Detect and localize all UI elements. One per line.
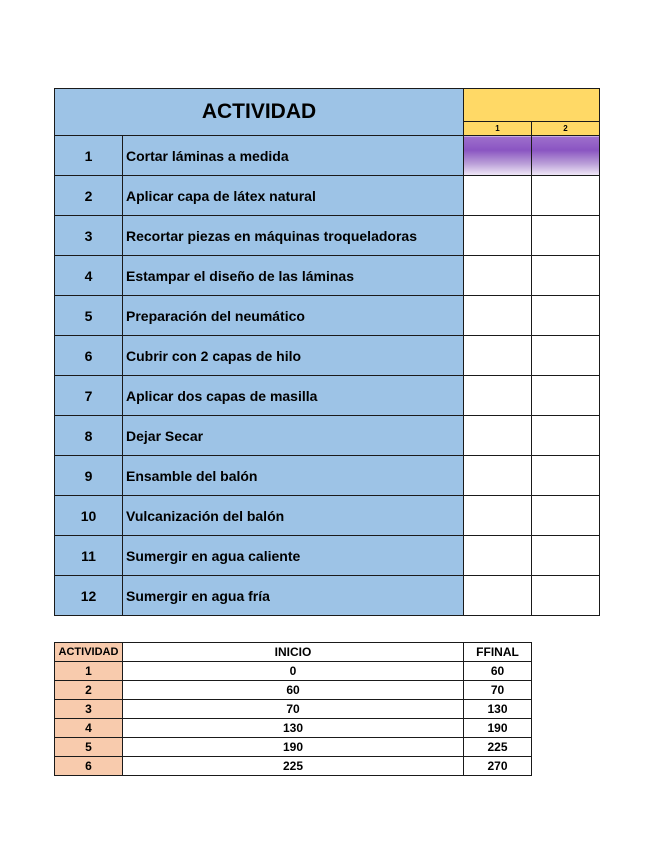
gantt-empty-cell[interactable] (532, 416, 600, 456)
period-2-label: 2 (532, 121, 600, 135)
activity-row (55, 496, 600, 536)
activity-row (55, 576, 600, 616)
times-activity-id: 3 (55, 700, 123, 719)
activity-description: Vulcanización del balón (123, 496, 464, 536)
activity-description: Preparación del neumático (123, 296, 464, 336)
times-activity-header: ACTIVIDAD (55, 643, 123, 662)
gantt-empty-cell[interactable] (464, 176, 532, 216)
activity-number: 1 (55, 136, 123, 176)
times-end-value: 130 (464, 700, 532, 719)
gantt-empty-cell[interactable] (532, 496, 600, 536)
activity-row (55, 416, 600, 456)
times-start-value: 190 (123, 738, 464, 757)
times-end-value: 190 (464, 719, 532, 738)
activity-description: Ensamble del balón (123, 456, 464, 496)
gantt-empty-cell[interactable] (464, 456, 532, 496)
gantt-empty-cell[interactable] (464, 496, 532, 536)
activity-description: Aplicar dos capas de masilla (123, 376, 464, 416)
gantt-empty-cell[interactable] (532, 216, 600, 256)
times-activity-id: 2 (55, 681, 123, 700)
times-activity-id: 1 (55, 662, 123, 681)
gantt-empty-cell[interactable] (464, 576, 532, 616)
activity-number: 3 (55, 216, 123, 256)
times-start-value: 225 (123, 757, 464, 776)
activity-number: 8 (55, 416, 123, 456)
activity-row (55, 176, 600, 216)
gantt-empty-cell[interactable] (464, 336, 532, 376)
activity-number: 7 (55, 376, 123, 416)
activity-number: 12 (55, 576, 123, 616)
times-end-header: FFINAL (464, 643, 532, 662)
times-end-value: 225 (464, 738, 532, 757)
times-row (55, 738, 532, 757)
gantt-empty-cell[interactable] (464, 416, 532, 456)
gantt-empty-cell[interactable] (532, 376, 600, 416)
activity-row (55, 536, 600, 576)
gantt-empty-cell[interactable] (464, 376, 532, 416)
gantt-empty-cell[interactable] (532, 576, 600, 616)
times-end-value: 270 (464, 757, 532, 776)
gantt-empty-cell[interactable] (464, 216, 532, 256)
times-row (55, 700, 532, 719)
times-row (55, 681, 532, 700)
times-end-value: 70 (464, 681, 532, 700)
times-start-value: 0 (123, 662, 464, 681)
gantt-empty-cell[interactable] (532, 536, 600, 576)
activity-number: 5 (55, 296, 123, 336)
activity-row (55, 216, 600, 256)
activity-row (55, 256, 600, 296)
activity-number: 9 (55, 456, 123, 496)
gantt-empty-cell[interactable] (464, 296, 532, 336)
activity-number: 4 (55, 256, 123, 296)
gantt-empty-cell[interactable] (532, 256, 600, 296)
times-table (54, 642, 532, 776)
gantt-empty-cell[interactable] (532, 296, 600, 336)
gantt-empty-cell[interactable] (532, 456, 600, 496)
times-activity-id: 5 (55, 738, 123, 757)
activity-number: 10 (55, 496, 123, 536)
period-header-band (464, 89, 600, 122)
activity-row (55, 296, 600, 336)
activity-header: ACTIVIDAD (55, 89, 464, 136)
activity-description: Recortar piezas en máquinas troqueladoras (123, 216, 464, 256)
gantt-bar-cell[interactable] (464, 136, 532, 176)
times-start-value: 70 (123, 700, 464, 719)
activity-row (55, 136, 600, 176)
times-start-header: INICIO (123, 643, 464, 662)
gantt-empty-cell[interactable] (464, 536, 532, 576)
activity-number: 11 (55, 536, 123, 576)
times-end-value: 60 (464, 662, 532, 681)
times-start-value: 130 (123, 719, 464, 738)
times-header-row (55, 643, 532, 662)
times-row (55, 719, 532, 738)
activity-row (55, 336, 600, 376)
gantt-schedule-table (54, 88, 600, 616)
times-start-value: 60 (123, 681, 464, 700)
activity-number: 2 (55, 176, 123, 216)
times-activity-id: 6 (55, 757, 123, 776)
times-activity-id: 4 (55, 719, 123, 738)
activity-row (55, 376, 600, 416)
activity-row (55, 456, 600, 496)
period-1-label: 1 (464, 121, 532, 135)
activity-description: Cubrir con 2 capas de hilo (123, 336, 464, 376)
gantt-empty-cell[interactable] (464, 256, 532, 296)
activity-description: Cortar láminas a medida (123, 136, 464, 176)
times-row (55, 662, 532, 681)
activity-description: Aplicar capa de látex natural (123, 176, 464, 216)
activity-description: Estampar el diseño de las láminas (123, 256, 464, 296)
activity-description: Sumergir en agua caliente (123, 536, 464, 576)
gantt-empty-cell[interactable] (532, 176, 600, 216)
activity-description: Sumergir en agua fría (123, 576, 464, 616)
times-row (55, 757, 532, 776)
activity-number: 6 (55, 336, 123, 376)
gantt-empty-cell[interactable] (532, 336, 600, 376)
gantt-bar-cell[interactable] (532, 136, 600, 176)
activity-description: Dejar Secar (123, 416, 464, 456)
gantt-header-row (55, 89, 600, 122)
